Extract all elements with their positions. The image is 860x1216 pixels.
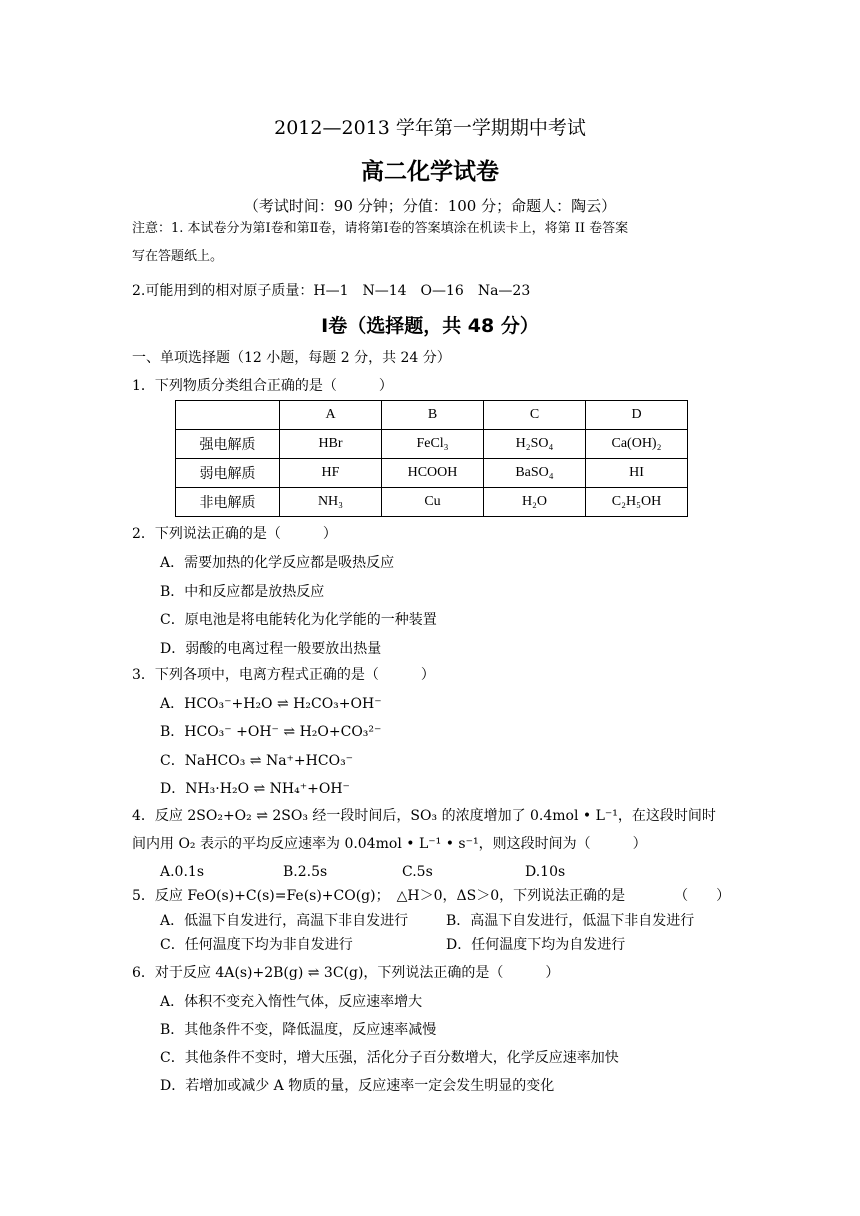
question-4-option-d: D.10s <box>525 864 566 880</box>
table-cell: A <box>280 401 382 430</box>
paper-title: 高二化学试卷 <box>361 159 499 185</box>
table-cell: 非电解质 <box>176 488 280 517</box>
table-row <box>176 430 688 459</box>
question-3-option-a: A．HCO₃⁻+H₂O ⇌ H₂CO₃+OH⁻ <box>160 696 382 712</box>
table-cell: C <box>484 401 586 430</box>
question-6-option-b: B．其他条件不变，降低温度，反应速率减慢 <box>160 1022 437 1038</box>
question-5-option-d: D．任何温度下均为自发进行 <box>446 937 626 953</box>
question-4-stem-line-1: 4．反应 2SO₂+O₂ ⇌ 2SO₃ 经一段时间后，SO₃ 的浓度增加了 0.4mol • L⁻¹，在这段时间时 <box>132 808 716 824</box>
table-cell: HI <box>586 459 688 488</box>
question-3-stem: 3．下列各项中，电离方程式正确的是（ ） <box>132 667 435 683</box>
table-cell: Cu <box>382 488 484 517</box>
question-4-option-a: A.0.1s <box>160 864 205 880</box>
table-cell: C₂H₅OH <box>586 488 688 517</box>
question-4-option-b: B.2.5s <box>283 864 328 880</box>
question-2-option-b: B．中和反应都是放热反应 <box>160 584 325 600</box>
table-row <box>176 459 688 488</box>
table-cell: 弱电解质 <box>176 459 280 488</box>
question-4-stem-line-2: 间内用 O₂ 表示的平均反应速率为 0.04mol • L⁻¹ • s⁻¹，则这段时间为（ ） <box>132 836 647 852</box>
table-cell: BaSO₄ <box>484 459 586 488</box>
table-cell: NH₃ <box>280 488 382 517</box>
notice-atomic-mass: 2.可能用到的相对原子质量：H—1 N—14 O—16 Na—23 <box>132 283 531 299</box>
question-6-option-a: A．体积不变充入惰性气体，反应速率增大 <box>160 994 423 1010</box>
table-cell: HBr <box>280 430 382 459</box>
question-3-option-c: C．NaHCO₃ ⇌ Na⁺+HCO₃⁻ <box>160 753 354 769</box>
table-cell: HCOOH <box>382 459 484 488</box>
question-5-option-a: A．低温下自发进行，高温下非自发进行 <box>160 913 409 929</box>
question-6-stem: 6．对于反应 4A(s)+2B(g) ⇌ 3C(g)，下列说法正确的是（ ） <box>132 965 560 981</box>
table-cell: D <box>586 401 688 430</box>
question-2-option-a: A．需要加热的化学反应都是吸热反应 <box>160 555 395 571</box>
classification-table <box>175 400 688 517</box>
question-3-option-d: D．NH₃·H₂O ⇌ NH₄⁺+OH⁻ <box>160 781 350 797</box>
table-cell: HF <box>280 459 382 488</box>
question-5-option-c: C．任何温度下均为非自发进行 <box>160 937 353 953</box>
question-3-option-b: B．HCO₃⁻ +OH⁻ ⇌ H₂O+CO₃²⁻ <box>160 724 382 740</box>
section-title: Ⅰ卷（选择题，共 48 分） <box>321 315 539 337</box>
table-cell: FeCl₃ <box>382 430 484 459</box>
table-header-row <box>176 401 688 430</box>
exam-heading: 2012—2013 学年第一学期期中考试 <box>274 117 586 139</box>
question-1-stem: 1．下列物质分类组合正确的是（ ） <box>132 378 393 394</box>
question-6-option-d: D．若增加或减少 A 物质的量，反应速率一定会发生明显的变化 <box>160 1078 555 1094</box>
table-cell <box>176 401 280 430</box>
table-cell: H₂SO₄ <box>484 430 586 459</box>
question-5-option-b: B．高温下自发进行，低温下非自发进行 <box>446 913 695 929</box>
question-6-option-c: C．其他条件不变时，增大压强，活化分子百分数增大，化学反应速率加快 <box>160 1050 619 1066</box>
notice-line-1: 注意：1. 本试卷分为第Ⅰ卷和第Ⅱ卷，请将第Ⅰ卷的答案填涂在机读卡上，将第 II 卷答案 <box>132 221 629 236</box>
notice-line-2: 写在答题纸上。 <box>132 249 224 264</box>
question-5-stem: 5．反应 FeO(s)+C(s)=Fe(s)+CO(g)； △H＞0，ΔS＞0，下列说法正确的是 （ ） <box>132 888 731 904</box>
question-2-option-d: D．弱酸的电离过程一般要放出热量 <box>160 641 382 657</box>
question-2-stem: 2．下列说法正确的是（ ） <box>132 526 337 542</box>
table-cell: H₂O <box>484 488 586 517</box>
question-2-option-c: C．原电池是将电能转化为化学能的一种装置 <box>160 612 437 628</box>
exam-info: （考试时间：90 分钟；分值：100 分；命题人：陶云） <box>243 197 617 215</box>
question-4-option-c: C.5s <box>402 864 433 880</box>
table-cell: B <box>382 401 484 430</box>
table-cell: 强电解质 <box>176 430 280 459</box>
table-row <box>176 488 688 517</box>
part-instruction: 一、单项选择题（12 小题，每题 2 分，共 24 分） <box>132 350 451 366</box>
table-cell: Ca(OH)₂ <box>586 430 688 459</box>
